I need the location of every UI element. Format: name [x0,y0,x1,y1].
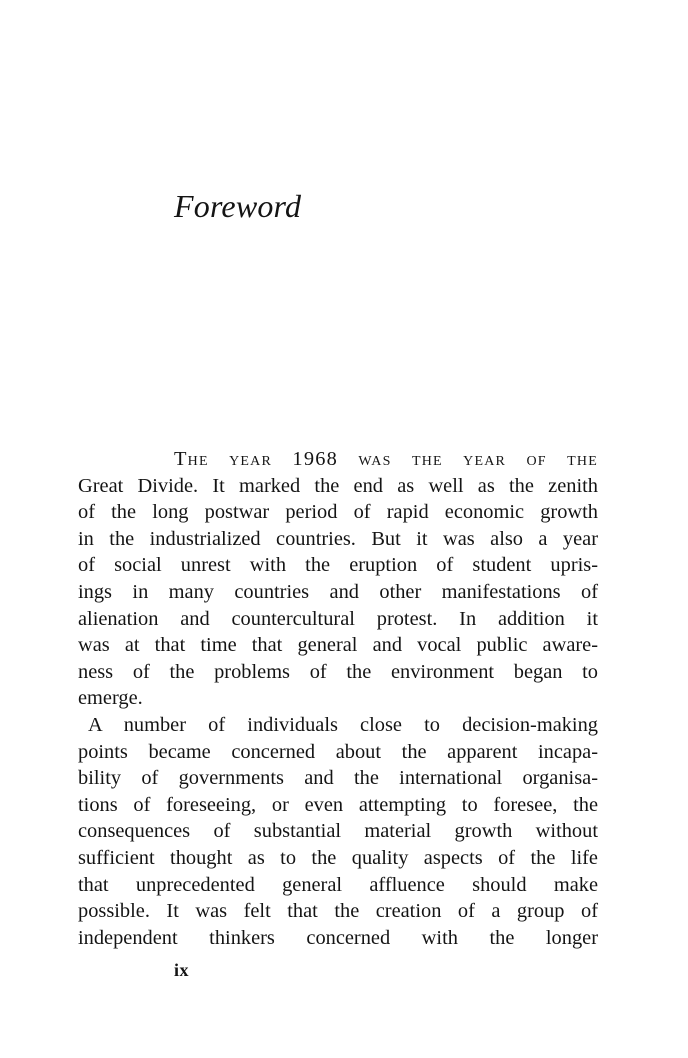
text-line: Great Divide. It marked the end as well as the zenith [78,474,598,497]
text-line: in the industrialized countries. But it was also a year [78,527,598,550]
text-line: The year 1968 was the year of the [174,448,598,470]
text-line: alienation and countercultural protest. In addition it [78,607,598,630]
text-line: ness of the problems of the environment began to [78,660,598,683]
foreword-body [78,446,598,951]
text-line: of social unrest with the eruption of student upris- [78,554,598,577]
text-line: emerge. [78,687,143,710]
text-line: sufficient thought as to the quality aspects of the life [78,846,598,869]
text-line: A number of individuals close to decision-making [88,713,598,736]
text-line: ings in many countries and other manifestations of [78,580,598,603]
page-number: ix [174,960,190,980]
text-line: tions of foreseeing, or even attempting to foresee, the [78,793,598,816]
text-line: was at that time that general and vocal public aware- [78,634,598,657]
text-line: consequences of substantial material growth without [78,820,598,843]
text-line: possible. It was felt that the creation of a group of [78,900,598,923]
text-line: bility of governments and the international organisa- [78,767,598,790]
page-title: Foreword [174,188,302,224]
text-line: independent thinkers concerned with the longer [78,926,598,949]
text-line: of the long postwar period of rapid economic growth [78,501,598,524]
text-line: points became concerned about the apparent incapa- [78,740,598,763]
text-line: that unprecedented general affluence should make [78,873,598,896]
